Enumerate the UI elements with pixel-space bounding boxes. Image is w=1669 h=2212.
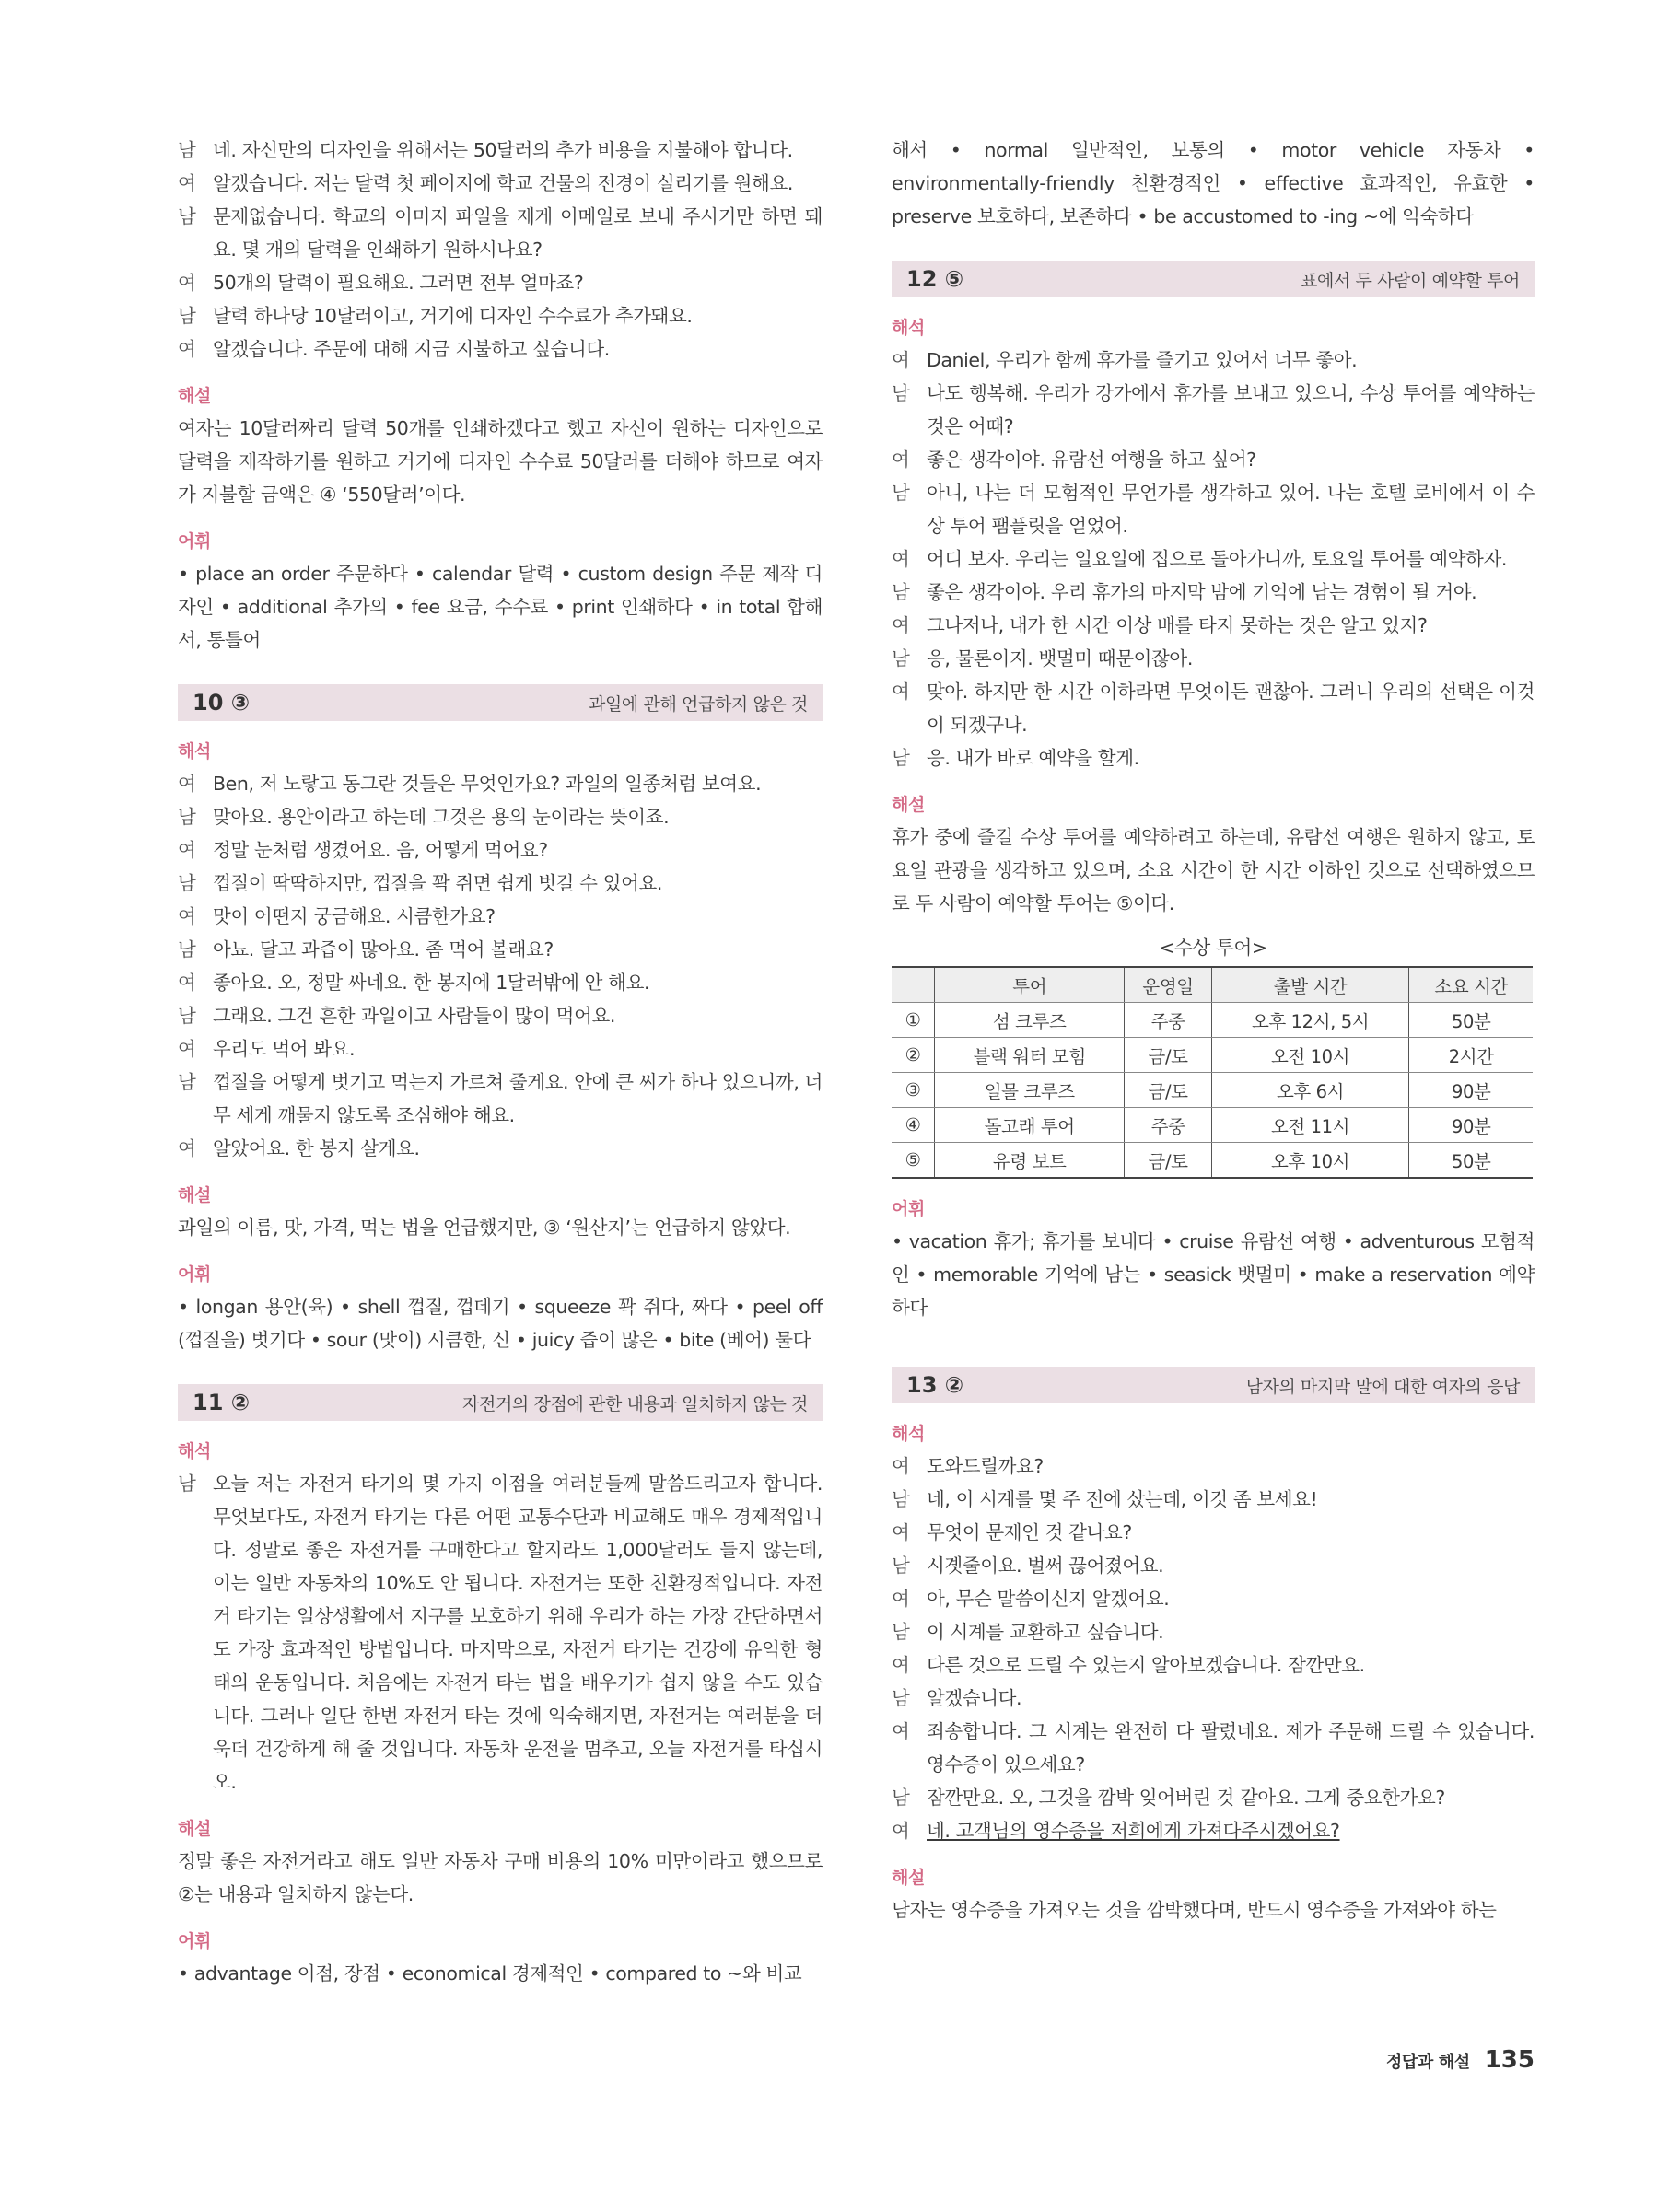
dialogue-line [892, 343, 1535, 377]
table-row [892, 1143, 1533, 1179]
speaker: 여 [178, 172, 196, 194]
q10-explanation: 과일의 이름, 맛, 가격, 먹는 법을 언급했지만, ③ ‘원산지’는 언급하지 않았다. [178, 1217, 791, 1239]
dialogue-line [892, 576, 1535, 609]
q11-vocab-continued: 해서 • normal 일반적인, 보통의 • motor vehicle 자동차 • environmentally-friendly 친환경적인 • effective 효과적인, 유효한 • preserve 보호하다, 보존하다 • be accustomed to -ing ~에 익숙하다 [892, 139, 1535, 227]
dialogue-line [892, 1615, 1535, 1648]
line-text: 잠깐만요. 오, 그것을 깜박 잊어버린 것 같아요. 그게 중요한가요? [927, 1787, 1445, 1809]
q12-explanation-label: 해설 [892, 795, 925, 815]
table-cell: 오전 10시 [1211, 1038, 1409, 1073]
q12-explanation: 휴가 중에 즐길 수상 투어를 예약하려고 하는데, 유람선 여행은 원하지 않고, 토요일 관광을 생각하고 있으며, 소요 시간이 한 시간 이하인 것으로 선택하였으므로 두 사람이 예약할 투어는 ⑤이다. [892, 826, 1535, 914]
q10-header [178, 684, 823, 721]
q13-translation-label: 해석 [892, 1424, 925, 1444]
line-text: 어디 보자. 우리는 일요일에 집으로 돌아가니까, 토요일 투어를 예약하자. [927, 548, 1507, 570]
page-number: 135 [1484, 2046, 1535, 2074]
page-footer [1386, 2046, 1535, 2074]
line-text: 달력 하나당 10달러이고, 거기에 디자인 수수료가 추가돼요. [213, 305, 693, 327]
table-header-cell: 출발 시간 [1211, 967, 1409, 1003]
line-text: 알겠습니다. [927, 1687, 1022, 1709]
dialogue-line [892, 377, 1535, 443]
dialogue-line [178, 800, 823, 833]
line-text: 좋아요. 오, 정말 싸네요. 한 봉지에 1달러밖에 안 해요. [213, 972, 650, 994]
q12-title: 표에서 두 사람이 예약할 투어 [1300, 270, 1520, 291]
speaker: 여 [892, 1654, 910, 1676]
table-cell: 금/토 [1125, 1073, 1211, 1108]
q10-number: 10 ③ [193, 690, 251, 716]
table-cell: 섬 크루즈 [935, 1003, 1125, 1038]
dialogue-line [178, 1065, 823, 1132]
q11-vocab: • advantage 이점, 장점 • economical 경제적인 • compared to ~와 비교 [178, 1962, 802, 1985]
line-text: 그래요. 그건 흔한 과일이고 사람들이 많이 먹어요. [213, 1005, 615, 1027]
speaker: 남 [178, 305, 196, 327]
q11-header [178, 1384, 823, 1421]
dialogue-line [178, 1467, 823, 1799]
line-text: 네. 자신만의 디자인을 위해서는 50달러의 추가 비용을 지불해야 합니다. [213, 139, 793, 161]
table-cell: ③ [892, 1073, 935, 1108]
speaker: 여 [892, 681, 910, 703]
line-text: 도와드릴까요? [927, 1455, 1044, 1477]
speaker: 남 [178, 938, 196, 960]
table-header-cell: 소요 시간 [1409, 967, 1533, 1003]
speaker: 남 [892, 747, 910, 769]
dialogue-line [178, 299, 823, 332]
line-text: 알겠습니다. 주문에 대해 지금 지불하고 싶습니다. [213, 338, 610, 360]
table-cell: 금/토 [1125, 1038, 1211, 1073]
q13-header [892, 1367, 1535, 1403]
dialogue-line [178, 933, 823, 966]
line-text: 껍질이 딱딱하지만, 껍질을 꽉 쥐면 쉽게 벗길 수 있어요. [213, 872, 663, 894]
right-column [892, 134, 1535, 1927]
table-cell: 오후 12시, 5시 [1211, 1003, 1409, 1038]
line-text: 응. 내가 바로 예약을 할게. [927, 747, 1139, 769]
line-text: 알겠습니다. 저는 달력 첫 페이지에 학교 건물의 전경이 실리기를 원해요. [213, 172, 793, 194]
speaker: 여 [892, 1521, 910, 1543]
dialogue-line [892, 1516, 1535, 1549]
line-text: 맞아. 하지만 한 시간 이하라면 무엇이든 괜찮아. 그러니 우리의 선택은 이것이 되겠구나. [927, 681, 1535, 736]
speaker: 여 [178, 1038, 196, 1060]
q11-vocab-label: 어휘 [178, 1931, 211, 1951]
speaker: 여 [892, 1720, 910, 1742]
dialogue-line [178, 332, 823, 366]
table-cell: 오전 11시 [1211, 1108, 1409, 1143]
table-cell: ④ [892, 1108, 935, 1143]
speaker: 여 [178, 905, 196, 927]
line-text: 문제없습니다. 학교의 이미지 파일을 제게 이메일로 보내 주시기만 하면 돼요. 몇 개의 달력을 인쇄하기 원하시나요? [213, 205, 823, 261]
line-text: 아니, 나는 더 모험적인 무언가를 생각하고 있어. 나는 호텔 로비에서 이 수상 투어 팸플릿을 얻었어. [927, 482, 1535, 537]
line-text: 그나저나, 내가 한 시간 이상 배를 타지 못하는 것은 알고 있지? [927, 614, 1428, 636]
dialogue-line [178, 999, 823, 1032]
q9-explanation-label: 해설 [178, 386, 211, 406]
dialogue-line [892, 1715, 1535, 1781]
speaker: 남 [178, 1473, 196, 1495]
table-cell: 블랙 워터 모험 [935, 1038, 1125, 1073]
dialogue-line [892, 1648, 1535, 1682]
table-cell: 돌고래 투어 [935, 1108, 1125, 1143]
speaker: 여 [892, 1455, 910, 1477]
speaker: 남 [178, 806, 196, 828]
tour-table-caption: <수상 투어> [1159, 937, 1267, 959]
table-row [892, 1073, 1533, 1108]
tour-table-header [892, 967, 1533, 1003]
table-cell: 일몰 크루즈 [935, 1073, 1125, 1108]
table-cell: 유령 보트 [935, 1143, 1125, 1179]
dialogue-line [892, 443, 1535, 476]
speaker: 여 [892, 548, 910, 570]
q12-header [892, 261, 1535, 297]
speaker: 남 [892, 482, 910, 504]
dialogue-line [892, 542, 1535, 576]
dialogue-line [178, 867, 823, 900]
speaker: 남 [892, 581, 910, 603]
speaker: 여 [178, 272, 196, 294]
line-text: 죄송합니다. 그 시계는 완전히 다 팔렸네요. 제가 주문해 드릴 수 있습니다. 영수증이 있으세요? [927, 1720, 1535, 1775]
dialogue-line [178, 1032, 823, 1065]
q10-translation-label: 해석 [178, 741, 211, 762]
line-text: 50개의 달력이 필요해요. 그러면 전부 얼마죠? [213, 272, 584, 294]
dialogue-line [892, 741, 1535, 774]
dialogue-line [178, 833, 823, 867]
speaker: 남 [892, 1621, 910, 1643]
speaker: 여 [892, 1588, 910, 1610]
line-text: Ben, 저 노랗고 동그란 것들은 무엇인가요? 과일의 일종처럼 보여요. [213, 773, 762, 795]
table-cell: ① [892, 1003, 935, 1038]
dialogue-line [178, 966, 823, 999]
answer-line: 네. 고객님의 영수증을 저희에게 가져다주시겠어요? [927, 1820, 1340, 1842]
speaker: 남 [892, 1787, 910, 1809]
table-cell: 주중 [1125, 1003, 1211, 1038]
q13-dialogue [892, 1449, 1535, 1814]
dialogue-line [178, 167, 823, 200]
dialogue-line [892, 1781, 1535, 1814]
table-cell: 50분 [1409, 1003, 1533, 1038]
line-text: 아뇨. 달고 과즙이 많아요. 좀 먹어 볼래요? [213, 938, 554, 960]
dialogue-line [178, 200, 823, 266]
q10-vocab-label: 어휘 [178, 1264, 211, 1285]
dialogue-line [892, 1483, 1535, 1516]
table-cell: 2시간 [1409, 1038, 1533, 1073]
dialogue-line [892, 609, 1535, 642]
dialogue-line [892, 1682, 1535, 1715]
speaker: 남 [178, 1005, 196, 1027]
q11-dialogue [178, 1467, 823, 1799]
dialogue-line [892, 675, 1535, 741]
q12-vocab-label: 어휘 [892, 1199, 925, 1219]
q10-vocab: • longan 용안(육) • shell 껍질, 껍데기 • squeeze 꽉 쥐다, 짜다 • peel off (껍질을) 벗기다 • sour (맛이) 시큼한, 신 • juicy 즙이 많은 • bite (베어) 물다 [178, 1296, 823, 1351]
line-text: 응, 물론이지. 뱃멀미 때문이잖아. [927, 647, 1193, 669]
tour-table [892, 966, 1533, 1179]
dialogue-line [178, 134, 823, 167]
line-text: 네, 이 시계를 몇 주 전에 샀는데, 이것 좀 보세요! [927, 1488, 1318, 1510]
dialogue-line [892, 1449, 1535, 1483]
speaker: 여 [178, 338, 196, 360]
dialogue-line [178, 1132, 823, 1165]
q10-explanation-label: 해설 [178, 1185, 211, 1205]
table-cell: 90분 [1409, 1073, 1533, 1108]
dialogue-line [892, 476, 1535, 542]
speaker: 남 [178, 1071, 196, 1093]
speaker: 여 [178, 773, 196, 795]
speaker: 여 [892, 614, 910, 636]
tour-table-body [892, 1003, 1533, 1179]
q11-translation-label: 해석 [178, 1441, 211, 1461]
table-row [892, 1003, 1533, 1038]
table-cell: ② [892, 1038, 935, 1073]
dialogue-line [892, 642, 1535, 675]
q11-title: 자전거의 장점에 관한 내용과 일치하지 않는 것 [462, 1393, 808, 1415]
line-text: 다른 것으로 드릴 수 있는지 알아보겠습니다. 잠깐만요. [927, 1654, 1365, 1676]
line-text: 우리도 먹어 봐요. [213, 1038, 356, 1060]
q12-dialogue [892, 343, 1535, 774]
table-cell: 금/토 [1125, 1143, 1211, 1179]
footer-label: 정답과 해설 [1385, 2053, 1470, 2072]
speaker: 여 [892, 1820, 910, 1842]
line-text: 맛이 어떤지 궁금해요. 시큼한가요? [213, 905, 496, 927]
q11-number: 11 ② [193, 1390, 251, 1415]
speaker: 여 [892, 349, 910, 371]
left-column [178, 134, 823, 1990]
q13-explanation: 남자는 영수증을 가져오는 것을 깜박했다며, 반드시 영수증을 가져와야 하는 [892, 1899, 1497, 1921]
table-header-cell: 투어 [935, 967, 1125, 1003]
q12-vocab: • vacation 휴가; 휴가를 보내다 • cruise 유람선 여행 • adventurous 모험적인 • memorable 기억에 남는 • seasick 뱃멀미 • make a reservation 예약하다 [892, 1230, 1535, 1319]
speaker: 남 [892, 1488, 910, 1510]
line-text: 아, 무슨 말씀이신지 알겠어요. [927, 1588, 1170, 1610]
line-text: 이 시계를 교환하고 싶습니다. [927, 1621, 1164, 1643]
speaker: 여 [178, 972, 196, 994]
q9-vocab: • place an order 주문하다 • calendar 달력 • custom design 주문 제작 디자인 • additional 추가의 • fee 요금, 수수료 • print 인쇄하다 • in total 합해서, 통틀어 [178, 563, 823, 651]
speaker: 남 [892, 382, 910, 404]
q13-explanation-label: 해설 [892, 1868, 925, 1888]
q12-translation-label: 해석 [892, 318, 925, 338]
q11-explanation: 정말 좋은 자전거라고 해도 일반 자동차 구매 비용의 10% 미만이라고 했으므로 ②는 내용과 일치하지 않는다. [178, 1850, 823, 1905]
q12-number: 12 ⑤ [906, 266, 964, 292]
dialogue-line [178, 767, 823, 800]
line-text: 껍질을 어떻게 벗기고 먹는지 가르쳐 줄게요. 안에 큰 씨가 하나 있으니까, 너무 세게 깨물지 않도록 조심해야 해요. [213, 1071, 823, 1126]
table-cell: ⑤ [892, 1143, 935, 1179]
table-cell: 50분 [1409, 1143, 1533, 1179]
line-text: 정말 눈처럼 생겼어요. 음, 어떻게 먹어요? [213, 839, 548, 861]
table-cell: 오후 6시 [1211, 1073, 1409, 1108]
table-cell: 오후 10시 [1211, 1143, 1409, 1179]
line-text: 시곗줄이요. 벌써 끊어졌어요. [927, 1554, 1164, 1577]
speaker: 여 [892, 448, 910, 471]
dialogue-line [178, 900, 823, 933]
dialogue-line [892, 1582, 1535, 1615]
q9-dialogue [178, 134, 823, 366]
table-header-cell: 운영일 [1125, 967, 1211, 1003]
speaker: 남 [178, 872, 196, 894]
q10-title: 과일에 관해 언급하지 않은 것 [588, 693, 808, 715]
table-row [892, 1108, 1533, 1143]
line-text: Daniel, 우리가 함께 휴가를 즐기고 있어서 너무 좋아. [927, 349, 1358, 371]
dialogue-line [178, 266, 823, 299]
line-text: 알았어요. 한 봉지 살게요. [213, 1137, 420, 1159]
q11-explanation-label: 해설 [178, 1819, 211, 1839]
table-cell: 90분 [1409, 1108, 1533, 1143]
q9-explanation: 여자는 10달러짜리 달력 50개를 인쇄하겠다고 했고 자신이 원하는 디자인으로 달력을 제작하기를 원하고 거기에 디자인 수수료 50달러를 더해야 하므로 여자가 지불할 금액은 ④ ‘550달러’이다. [178, 417, 823, 506]
q9-vocab-label: 어휘 [178, 531, 211, 552]
line-text: 나도 행복해. 우리가 강가에서 휴가를 보내고 있으니, 수상 투어를 예약하는 것은 어때? [927, 382, 1535, 437]
line-text: 오늘 저는 자전거 타기의 몇 가지 이점을 여러분들께 말씀드리고자 합니다. 무엇보다도, 자전거 타기는 다른 어떤 교통수단과 비교해도 매우 경제적입니다. 정말로 좋은 자전거를 구매한다고 할지라도 1,000달러도 들지 않는데, 이는 일반 자동차의 10%도 안 됩니다. 자전거는 또한 친환경적입니다. 자전거 타기는 일상생활에서 지구를 보호하기 위해 우리가 하는 가장 간단하면서도 가장 효과적인 방법입니다. 마지막으로, 자전거 타기는 건강에 유익한 형태의 운동입니다. 처음에는 자전거 타는 법을 배우기가 쉽지 않을 수도 있습니다. 그러나 일단 한번 자전거 타는 것에 익숙해지면, 자전거는 여러분을 더욱더 건강하게 해 줄 것입니다. 자동차 운전을 멈추고, 오늘 자전거를 타십시오. [213, 1473, 823, 1793]
q13-last-line [892, 1814, 1535, 1847]
speaker: 여 [178, 1137, 196, 1159]
speaker: 남 [892, 647, 910, 669]
line-text: 좋은 생각이야. 유람선 여행을 하고 싶어? [927, 448, 1256, 471]
speaker: 남 [892, 1554, 910, 1577]
speaker: 남 [892, 1687, 910, 1709]
line-text: 맞아요. 용안이라고 하는데 그것은 용의 눈이라는 뜻이죠. [213, 806, 670, 828]
table-header-cell [892, 967, 935, 1003]
q10-dialogue [178, 767, 823, 1165]
table-cell: 주중 [1125, 1108, 1211, 1143]
dialogue-line [892, 1549, 1535, 1582]
table-row [892, 1038, 1533, 1073]
speaker: 여 [178, 839, 196, 861]
line-text: 무엇이 문제인 것 같나요? [927, 1521, 1132, 1543]
speaker: 남 [178, 205, 196, 227]
line-text: 좋은 생각이야. 우리 휴가의 마지막 밤에 기억에 남는 경험이 될 거야. [927, 581, 1477, 603]
q13-number: 13 ② [906, 1372, 964, 1398]
speaker: 남 [178, 139, 196, 161]
q13-title: 남자의 마지막 말에 대한 여자의 응답 [1245, 1376, 1520, 1397]
